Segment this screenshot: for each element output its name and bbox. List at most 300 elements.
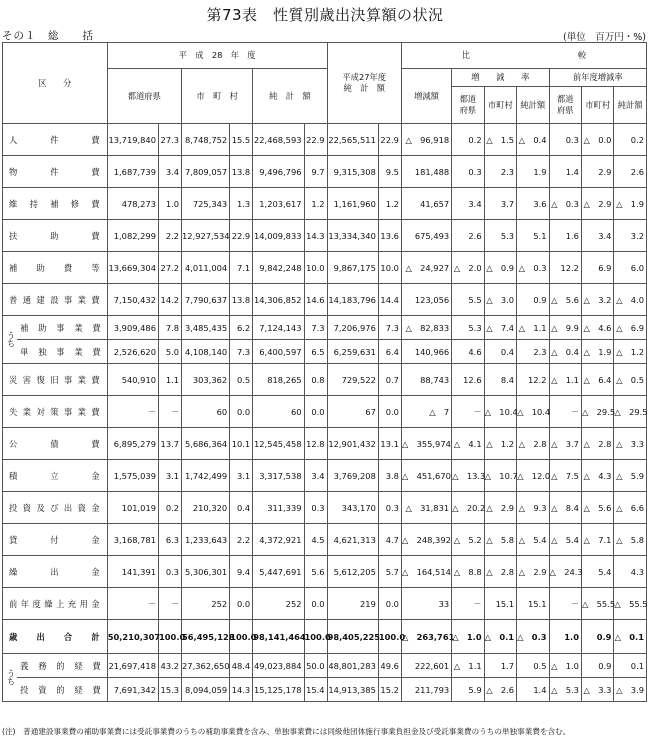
table-cell: △ 13.3 [452,460,484,492]
table-cell: 4,011,004 [182,252,230,284]
table-cell: 49.6 [378,654,401,678]
table-cell: 9.5 [378,156,401,188]
table-cell: 0.0 [230,396,253,428]
table-cell: △ 4.1 [452,428,484,460]
table-row [3,654,647,678]
table-cell: － [549,396,581,428]
table-cell: 0.2 [614,124,647,156]
table-cell: △ 7.4 [484,316,516,340]
table-cell: 33 [401,588,451,620]
table-cell: 14.3 [230,678,253,702]
table-cell: △ 2.9 [484,492,516,524]
table-cell: 9,496,796 [253,156,304,188]
table-cell: △ 3.7 [549,428,581,460]
table-cell: 13,719,840 [107,124,158,156]
table-cell: 1.2 [378,188,401,220]
row-label: 人件費 [3,124,108,156]
table-cell: 14,183,796 [327,284,378,316]
table-cell: △ 1.0 [452,620,484,654]
table-cell: 222,601 [401,654,451,678]
table-cell: △ 1.1 [549,364,581,396]
unit-label: (単位 百万円・%) [563,32,646,43]
table-cell: 818,265 [253,364,304,396]
table-cell: 343,170 [327,492,378,524]
table-cell: 2.6 [614,156,647,188]
table-cell: 1.3 [230,188,253,220]
table-cell: △ 82,833 [401,316,451,340]
table-cell: 0.9 [581,654,613,678]
table-cell: 0.3 [452,156,484,188]
uchi-label: うち [3,654,18,702]
table-cell: 12.8 [304,428,327,460]
table-cell: 14.2 [159,284,182,316]
table-cell: 2.3 [484,156,516,188]
header-prev-muni: 市町村 [581,87,613,124]
table-cell: △ 12.0 [517,460,549,492]
table-cell: 2.9 [581,156,613,188]
row-label: 義務的経費 [17,654,107,678]
table-row [3,524,647,556]
table-cell: 7.3 [304,316,327,340]
table-cell: 4.7 [378,524,401,556]
table-cell: △ 6.9 [614,316,647,340]
table-cell: 14.3 [304,220,327,252]
table-row [3,428,647,460]
header-share-rate: 前年度増減率 [549,69,646,87]
table-cell: 12,545,458 [253,428,304,460]
table-cell: 3.6 [517,188,549,220]
table-row [3,678,647,702]
table-cell: △ 0.9 [484,252,516,284]
table-cell: △ 2.6 [484,678,516,702]
table-cell: 0.0 [304,588,327,620]
header-rate: 増 減 率 [452,69,549,87]
table-row [3,156,647,188]
table-cell: 303,362 [182,364,230,396]
table-cell: 0.0 [230,588,253,620]
table-row [3,396,647,428]
table-cell: △ 0.4 [517,124,549,156]
header-rate-pref: 都道 府県 [452,87,484,124]
table-cell: 0.8 [304,364,327,396]
table-cell: 12.2 [549,252,581,284]
table-cell: △ 5.4 [517,524,549,556]
table-cell: 3,168,781 [107,524,158,556]
row-label: 補助事業費 [17,316,107,340]
table-cell: △ 1.1 [452,654,484,678]
table-cell: 13.1 [378,428,401,460]
table-row [3,220,647,252]
table-cell: 6.4 [378,340,401,364]
table-cell: 0.2 [159,492,182,524]
table-cell: 10.0 [378,252,401,284]
table-cell: 311,339 [253,492,304,524]
table-cell: △ 5.2 [452,524,484,556]
table-cell: 1.7 [484,654,516,678]
table-cell: △ 55.5 [581,588,613,620]
table-row [3,588,647,620]
table-cell: △ 24.3 [549,556,581,588]
table-row [3,492,647,524]
table-cell: 6.0 [614,252,647,284]
header-comparison: 比 較 [401,43,646,69]
table-cell: △ 2.8 [517,428,549,460]
table-cell: 27.3 [159,124,182,156]
table-cell: △ 10.7 [484,460,516,492]
table-row [3,460,647,492]
table-cell: 0.5 [230,364,253,396]
table-cell: 1,203,617 [253,188,304,220]
table-cell: － [549,588,581,620]
table-cell: 210,320 [182,492,230,524]
table-cell: △ 2.8 [484,556,516,588]
table-cell: 13.8 [230,156,253,188]
table-cell: 100.0 [378,620,401,654]
table-cell: 22.9 [230,220,253,252]
table-cell: 0.9 [517,284,549,316]
table-cell: △ 263,761 [401,620,451,654]
table-cell: △ 5.9 [614,460,647,492]
table-cell: 7.1 [230,252,253,284]
table-cell: 0.5 [517,654,549,678]
table-cell: 3,909,486 [107,316,158,340]
table-cell: 1.0 [549,620,581,654]
table-cell: 1.4 [517,678,549,702]
table-cell: 3.4 [581,220,613,252]
table-cell: 13,334,340 [327,220,378,252]
table-cell: 5.9 [452,678,484,702]
table-cell: 5,612,205 [327,556,378,588]
table-cell: 5.7 [378,556,401,588]
table-cell: 3.1 [159,460,182,492]
table-row [3,364,647,396]
table-cell: △ 5.3 [549,678,581,702]
table-cell: △ 6.6 [614,492,647,524]
table-cell: 5.5 [452,284,484,316]
table-cell: △ 0.3 [517,620,549,654]
table-cell: 14.4 [378,284,401,316]
table-cell: 27,362,650 [182,654,230,678]
table-cell: 12,901,432 [327,428,378,460]
table-cell: △ 2.8 [581,428,613,460]
table-cell: 8,748,752 [182,124,230,156]
table-cell: 50,210,307 [107,620,158,654]
table-cell: 4.3 [614,556,647,588]
table-cell: 4.5 [304,524,327,556]
table-row [3,124,647,156]
table-cell: △ 7.5 [549,460,581,492]
table-cell: 0.4 [230,492,253,524]
table-cell: 0.3 [549,124,581,156]
table-row [3,316,647,340]
table-cell: 21,697,418 [107,654,158,678]
header-diff: 増減額 [401,69,451,124]
table-cell: 22.9 [304,124,327,156]
table-row [3,620,647,654]
table-cell: 0.7 [378,364,401,396]
table-cell: 15.1 [517,588,549,620]
table-cell: △ 0.1 [614,620,647,654]
table-cell: △ 355,974 [401,428,451,460]
table-cell: 9,842,248 [253,252,304,284]
table-cell: 14.6 [304,284,327,316]
header-prev-pref: 都道 府県 [549,87,581,124]
table-cell: △ 9.3 [517,492,549,524]
table-cell: 252 [253,588,304,620]
table-cell: 9,315,308 [327,156,378,188]
table-cell: 67 [327,396,378,428]
table-cell: 4,108,140 [182,340,230,364]
header-rate-muni: 市町村 [484,87,516,124]
table-cell: △ 55.5 [614,588,647,620]
table-cell: 7,790,637 [182,284,230,316]
table-cell: 5,686,364 [182,428,230,460]
table-cell: 5.4 [581,556,613,588]
table-cell: 8,094,059 [182,678,230,702]
table-cell: 15.5 [230,124,253,156]
table-cell: 1,233,643 [182,524,230,556]
table-cell: 7.3 [230,340,253,364]
table-cell: △ 10.4 [484,396,516,428]
table-cell: 1,687,739 [107,156,158,188]
row-label: 投資的経費 [17,678,107,702]
table-cell: 9.7 [304,156,327,188]
table-cell: △ 0.3 [549,188,581,220]
section-subtitle: その１ 総 括 [2,30,94,42]
table-cell: 3.1 [230,460,253,492]
table-cell: 15,125,178 [253,678,304,702]
table-cell: 14,009,833 [253,220,304,252]
table-cell: 729,522 [327,364,378,396]
header-total: 純 計 額 [253,69,327,124]
table-cell: △ 6.4 [581,364,613,396]
table-cell: 211,793 [401,678,451,702]
table-cell: △ 4.0 [614,284,647,316]
table-cell: △ 7 [401,396,451,428]
table-cell: △ 451,670 [401,460,451,492]
table-cell: 5.3 [484,220,516,252]
table-cell: 14,913,385 [327,678,378,702]
table-cell: 6,895,279 [107,428,158,460]
uchi-label: うち [3,316,18,364]
row-label: 普通建設事業費 [3,284,108,316]
table-cell: 0.0 [378,396,401,428]
table-cell: △ 3.9 [614,678,647,702]
table-cell: △ 164,514 [401,556,451,588]
table-cell: 10.0 [304,252,327,284]
row-label: 前年度繰上充用金 [3,588,108,620]
table-cell: 6.5 [304,340,327,364]
table-cell: △ 9.9 [549,316,581,340]
table-cell: 6.9 [581,252,613,284]
table-cell: 5.1 [517,220,549,252]
expenditure-table [2,42,647,702]
table-cell: 2.2 [230,524,253,556]
table-cell: △ 1.2 [484,428,516,460]
table-cell: 1,742,499 [182,460,230,492]
table-row [3,340,647,364]
table-row [3,284,647,316]
page-title: 第73表 性質別歳出決算額の状況 [206,6,444,24]
table-cell: 88,743 [401,364,451,396]
table-row [3,556,647,588]
table-cell: 15.4 [304,678,327,702]
table-cell: 43.2 [159,654,182,678]
table-cell: 5,306,301 [182,556,230,588]
table-cell: △ 3.3 [614,428,647,460]
row-label: 扶助費 [3,220,108,252]
table-cell: △ 0.5 [614,364,647,396]
row-label: 繰出金 [3,556,108,588]
table-cell: △ 3.0 [484,284,516,316]
table-row [3,188,647,220]
table-cell: △ 20.2 [452,492,484,524]
row-label: 災害復旧事業費 [3,364,108,396]
table-cell: 27.2 [159,252,182,284]
table-cell: △ 2.9 [581,188,613,220]
table-cell: △ 29.5 [581,396,613,428]
table-cell: 60 [182,396,230,428]
table-cell: △ 24,927 [401,252,451,284]
table-cell: 7,206,976 [327,316,378,340]
table-cell: 8.4 [484,364,516,396]
table-cell: 0.9 [581,620,613,654]
table-cell: 675,493 [401,220,451,252]
table-cell: 5,447,691 [253,556,304,588]
table-cell: △ 5.8 [484,524,516,556]
table-cell: 0.3 [378,492,401,524]
table-cell: 48,801,283 [327,654,378,678]
table-cell: 1.1 [159,364,182,396]
table-cell: 7.3 [378,316,401,340]
table-cell: △ 4.6 [581,316,613,340]
table-cell: △ 10.4 [517,396,549,428]
table-row [3,252,647,284]
table-cell: 0.4 [484,340,516,364]
table-cell: △ 5.8 [614,524,647,556]
row-label: 失業対策事業費 [3,396,108,428]
row-label: 貸付金 [3,524,108,556]
table-cell: 15.2 [378,678,401,702]
table-cell: △ 29.5 [614,396,647,428]
table-cell: 48.4 [230,654,253,678]
table-cell: 1,575,039 [107,460,158,492]
table-cell: 49,023,884 [253,654,304,678]
table-cell: 6.3 [159,524,182,556]
table-cell: △ 3.2 [581,284,613,316]
table-cell: 0.2 [452,124,484,156]
header-h27: 平成27年度 純 計 額 [327,43,401,124]
table-cell: △ 5.6 [581,492,613,524]
table-cell: － [452,588,484,620]
table-cell: 98,405,225 [327,620,378,654]
table-cell: 252 [182,588,230,620]
table-cell: △ 4.3 [581,460,613,492]
table-cell: 7,809,057 [182,156,230,188]
table-cell: 13,669,304 [107,252,158,284]
table-cell: 1,161,960 [327,188,378,220]
table-cell: 9.4 [230,556,253,588]
table-cell: － [107,588,158,620]
table-cell: 478,273 [107,188,158,220]
table-cell: 5.0 [159,340,182,364]
table-cell: △ 248,392 [401,524,451,556]
table-cell: 7,124,143 [253,316,304,340]
table-cell: 60 [253,396,304,428]
table-cell: 41,657 [401,188,451,220]
table-cell: 141,391 [107,556,158,588]
table-cell: 15.1 [484,588,516,620]
table-cell: △ 7.1 [581,524,613,556]
table-cell: 3.4 [159,156,182,188]
table-cell: 3,769,208 [327,460,378,492]
table-cell: 56,495,128 [182,620,230,654]
table-cell: 140,966 [401,340,451,364]
row-label: 積立金 [3,460,108,492]
table-cell: 181,488 [401,156,451,188]
table-cell: 7,150,432 [107,284,158,316]
table-cell: － [107,396,158,428]
table-cell: 13.7 [159,428,182,460]
table-cell: 6,259,631 [327,340,378,364]
row-label: 補助費等 [3,252,108,284]
table-cell: △ 5.6 [549,284,581,316]
table-cell: △ 1.1 [517,316,549,340]
table-cell: 9,867,175 [327,252,378,284]
table-cell: △ 0.3 [517,252,549,284]
table-cell: 3.4 [304,460,327,492]
table-cell: 101,019 [107,492,158,524]
table-cell: 10.1 [230,428,253,460]
table-cell: 22,565,511 [327,124,378,156]
table-cell: △ 1.9 [614,188,647,220]
table-cell: － [159,588,182,620]
table-cell: 3.8 [378,460,401,492]
table-cell: 1.0 [159,188,182,220]
table-cell: 123,056 [401,284,451,316]
table-cell: 100.0 [230,620,253,654]
table-cell: 3.2 [614,220,647,252]
header-pref: 都道府県 [107,69,181,124]
table-cell: 540,910 [107,364,158,396]
table-cell: △ 0.1 [484,620,516,654]
table-cell: △ 5.4 [549,524,581,556]
table-cell: △ 1.9 [581,340,613,364]
table-cell: 1,082,299 [107,220,158,252]
table-cell: △ 8.4 [549,492,581,524]
table-cell: △ 1.5 [484,124,516,156]
table-cell: 4.6 [452,340,484,364]
table-cell: 100.0 [159,620,182,654]
table-cell: 0.1 [614,654,647,678]
table-cell: △ 0.4 [549,340,581,364]
table-cell: 15.3 [159,678,182,702]
table-cell: 3.4 [452,188,484,220]
table-cell: 22.9 [378,124,401,156]
table-cell: 725,343 [182,188,230,220]
row-label: 物件費 [3,156,108,188]
row-label: 公債費 [3,428,108,460]
table-cell: 100.0 [304,620,327,654]
table-cell: － [159,396,182,428]
table-cell: 7.8 [159,316,182,340]
table-cell: 219 [327,588,378,620]
row-label: 単独事業費 [17,340,107,364]
row-label: 投資及び出資金 [3,492,108,524]
table-cell: 12.2 [517,364,549,396]
table-cell: 1.2 [304,188,327,220]
table-cell: 5.6 [304,556,327,588]
